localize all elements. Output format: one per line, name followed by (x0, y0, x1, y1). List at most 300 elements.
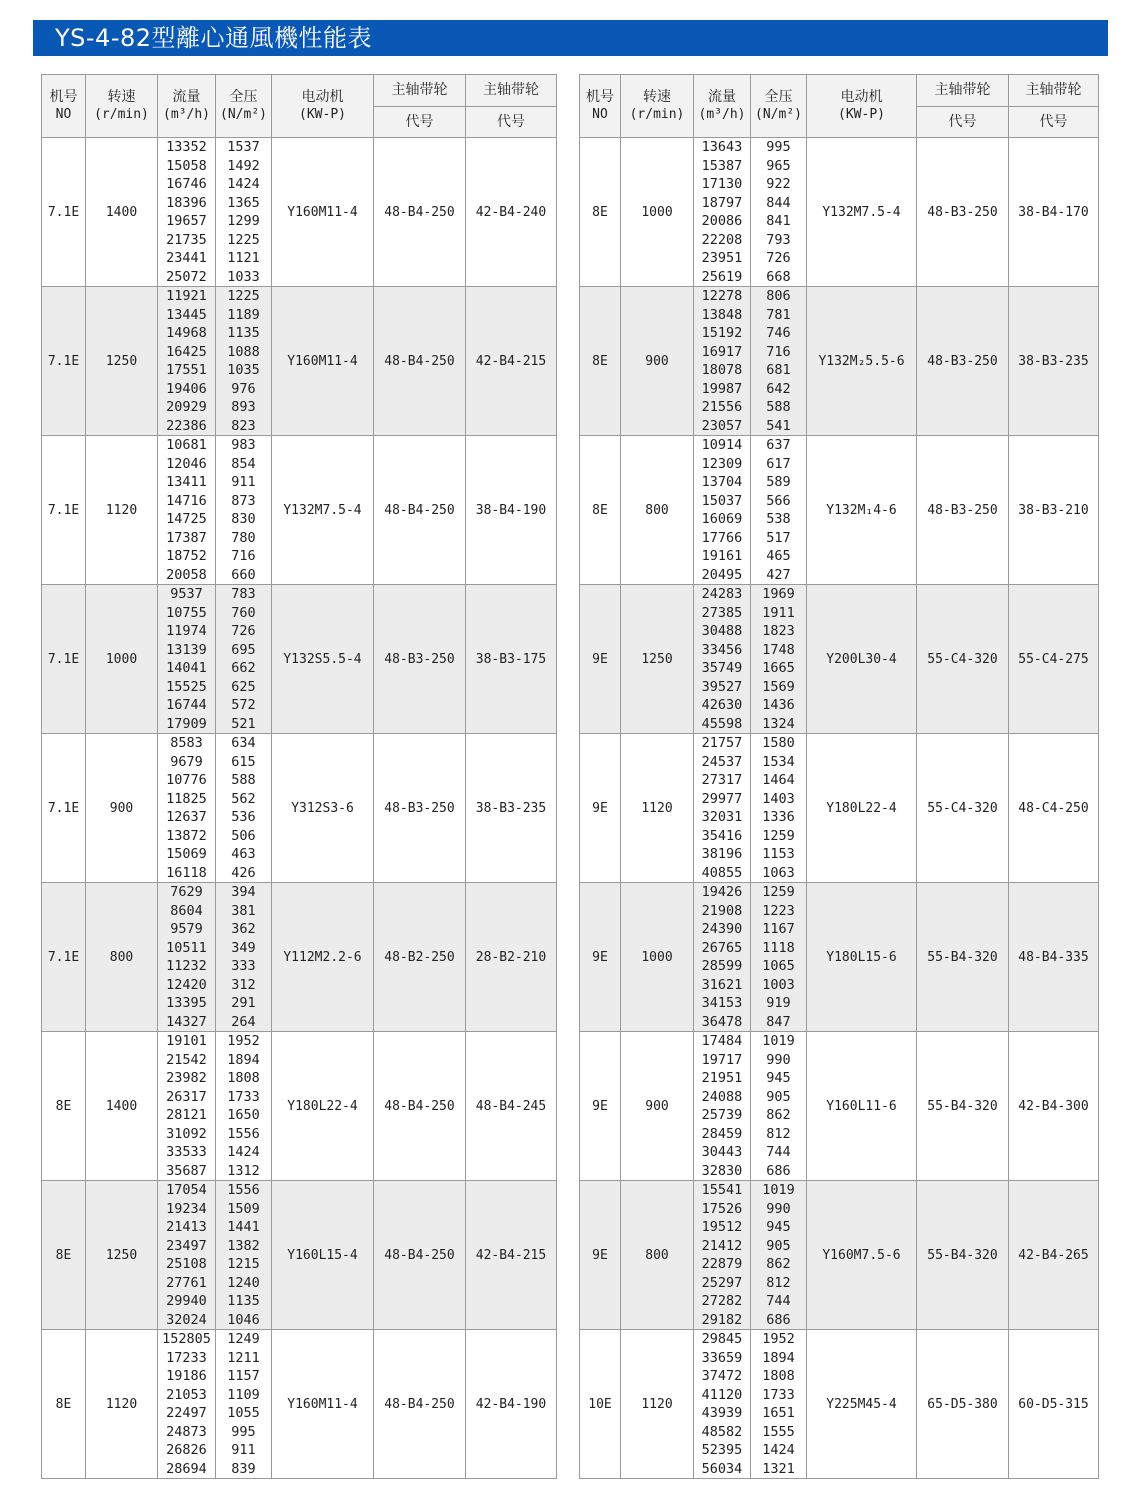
table-row (42, 1032, 557, 1181)
pressure-value: 589 (766, 474, 791, 490)
motor-cell: Y180L15-6 (807, 883, 917, 1032)
flow-value: 13352 (166, 139, 207, 155)
header-pressure: 全压 (N/m²) (751, 75, 807, 138)
fan-no-cell: 9E (580, 1181, 621, 1330)
pulley1-code-cell: 48-B4-250 (374, 287, 466, 436)
flow-value: 15541 (701, 1182, 743, 1198)
pulley2-code-cell: 42-B4-300 (1009, 1032, 1099, 1181)
pulley2-code-cell: 42-B4-240 (466, 138, 557, 287)
pressure-value: 746 (766, 325, 791, 341)
pulley1-code-cell: 55-C4-320 (917, 585, 1009, 734)
fan-no-cell: 7.1E (42, 585, 86, 734)
pressure-value: 726 (231, 623, 256, 639)
header-pulley2: 主轴带轮 (1009, 75, 1099, 107)
pressure-value: 1225 (227, 288, 260, 304)
pressure-value: 1464 (762, 772, 795, 788)
pulley2-code-cell: 38-B3-175 (466, 585, 557, 734)
pressure-value: 716 (766, 343, 791, 360)
pulley2-code-cell: 60-D5-315 (1009, 1330, 1099, 1479)
flow-value: 14968 (166, 325, 207, 341)
flow-value: 12278 (701, 288, 743, 304)
table-row (580, 883, 1099, 1032)
flow-value: 21908 (701, 902, 743, 919)
header-pulley1: 主轴带轮 (374, 75, 466, 107)
pressure-value: 312 (231, 976, 256, 993)
flow-value: 12046 (166, 455, 207, 472)
pressure-value: 1324 (762, 715, 795, 732)
pressure-value: 847 (766, 1013, 791, 1030)
pressure-value: 1215 (227, 1256, 260, 1272)
pressure-value: 1823 (762, 623, 795, 639)
fan-no-cell: 8E (42, 1330, 86, 1479)
flow-value: 18396 (166, 194, 207, 211)
pressure-value: 541 (766, 417, 791, 434)
pressure-value: 333 (231, 958, 256, 974)
motor-cell: Y200L30-4 (807, 585, 917, 734)
pulley2-code-cell: 42-B4-190 (466, 1330, 557, 1479)
flow-value: 152805 (162, 1331, 211, 1347)
speed-cell: 900 (86, 734, 158, 883)
flow-cell (158, 138, 216, 287)
pressure-value: 945 (766, 1070, 791, 1086)
pressure-value: 1225 (227, 231, 260, 248)
flow-value: 19426 (701, 884, 743, 900)
pressure-value: 1223 (762, 902, 795, 919)
pressure-value: 945 (766, 1219, 791, 1235)
flow-cell (694, 883, 751, 1032)
flow-cell (158, 1032, 216, 1181)
pressure-value: 1019 (762, 1033, 795, 1049)
table-row (580, 585, 1099, 734)
pressure-value: 1534 (762, 753, 795, 770)
flow-value: 17551 (166, 362, 207, 378)
pressure-cell (216, 287, 272, 436)
pressure-cell (216, 1181, 272, 1330)
pressure-value: 1046 (227, 1311, 260, 1328)
fan-no-cell: 7.1E (42, 138, 86, 287)
flow-value: 19657 (166, 213, 207, 229)
fan-no-cell: 9E (580, 883, 621, 1032)
pressure-value: 823 (231, 417, 256, 434)
flow-value: 20086 (701, 213, 743, 229)
pressure-value: 517 (766, 529, 791, 546)
flow-value: 24088 (701, 1088, 743, 1105)
speed-cell: 800 (86, 883, 158, 1032)
pressure-value: 1808 (762, 1368, 795, 1384)
flow-value: 42630 (701, 697, 743, 713)
page-title: YS-4-82型離心通風機性能表 (33, 20, 1108, 56)
pressure-value: 830 (231, 511, 256, 527)
pressure-value: 1321 (762, 1460, 795, 1477)
flow-value: 22208 (701, 231, 743, 248)
flow-value: 12637 (166, 809, 207, 825)
pulley1-code-cell: 55-B4-320 (917, 1181, 1009, 1330)
flow-value: 33659 (701, 1349, 743, 1366)
table-right (579, 74, 1099, 1479)
pressure-value: 806 (766, 288, 791, 304)
fan-no-cell: 7.1E (42, 287, 86, 436)
fan-no-cell: 9E (580, 585, 621, 734)
pressure-value: 566 (766, 492, 791, 509)
pressure-value: 922 (766, 176, 791, 192)
header-pulley1: 主轴带轮 (917, 75, 1009, 107)
pressure-value: 812 (766, 1274, 791, 1291)
flow-value: 15069 (166, 846, 207, 862)
flow-value: 26826 (166, 1442, 207, 1458)
flow-value: 10681 (166, 437, 207, 453)
pressure-value: 521 (231, 715, 256, 732)
flow-value: 17484 (701, 1033, 743, 1049)
pulley1-code-cell: 65-D5-380 (917, 1330, 1009, 1479)
pressure-value: 854 (231, 455, 256, 472)
pressure-value: 873 (231, 492, 256, 509)
flow-value: 11921 (166, 288, 207, 304)
pressure-value: 1299 (227, 213, 260, 229)
table-row (580, 1330, 1099, 1479)
flow-value: 11232 (166, 958, 207, 974)
motor-cell: Y160L11-6 (807, 1032, 917, 1181)
pressure-value: 1733 (227, 1088, 260, 1105)
pulley2-code-cell: 48-C4-250 (1009, 734, 1099, 883)
pressure-value: 463 (231, 846, 256, 862)
speed-cell: 1120 (86, 436, 158, 585)
flow-value: 21735 (166, 231, 207, 248)
pressure-value: 1436 (762, 697, 795, 713)
pressure-value: 1509 (227, 1200, 260, 1217)
flow-value: 16746 (166, 176, 207, 192)
flow-value: 25297 (701, 1274, 743, 1291)
pressure-cell (751, 1330, 807, 1479)
flow-value: 17387 (166, 529, 207, 546)
pressure-value: 617 (766, 455, 791, 472)
motor-cell: Y132M7.5-4 (272, 436, 374, 585)
pressure-value: 588 (766, 399, 791, 415)
motor-cell: Y132S5.5-4 (272, 585, 374, 734)
flow-cell (694, 287, 751, 436)
pressure-value: 1424 (227, 1144, 260, 1160)
pulley1-code-cell: 48-B3-250 (917, 138, 1009, 287)
flow-value: 27282 (701, 1293, 743, 1309)
flow-value: 25072 (166, 268, 207, 285)
pressure-value: 637 (766, 437, 791, 453)
flow-value: 18078 (701, 362, 743, 378)
flow-value: 13643 (701, 139, 743, 155)
pressure-value: 536 (231, 809, 256, 825)
pressure-cell (751, 436, 807, 585)
flow-value: 29845 (701, 1331, 743, 1347)
pressure-value: 264 (231, 1013, 256, 1030)
pressure-value: 572 (231, 697, 256, 713)
pressure-value: 780 (231, 529, 256, 546)
fan-no-cell: 8E (580, 287, 621, 436)
pulley2-code-cell: 55-C4-275 (1009, 585, 1099, 734)
flow-value: 14041 (166, 660, 207, 676)
pulley2-code-cell: 28-B2-210 (466, 883, 557, 1032)
flow-value: 39527 (701, 678, 743, 695)
flow-value: 29182 (701, 1311, 743, 1328)
table-row (580, 287, 1099, 436)
pressure-value: 1969 (762, 586, 795, 602)
header-pulley2-code: 代号 (1009, 107, 1099, 138)
fan-no-cell: 9E (580, 734, 621, 883)
flow-value: 43939 (701, 1405, 743, 1421)
flow-value: 13704 (701, 474, 743, 490)
flow-value: 23982 (166, 1070, 207, 1086)
pressure-value: 793 (766, 231, 791, 248)
pressure-cell (216, 883, 272, 1032)
flow-value: 14725 (166, 511, 207, 527)
pressure-value: 1167 (762, 921, 795, 937)
pressure-value: 905 (766, 1088, 791, 1105)
pulley1-code-cell: 48-B2-250 (374, 883, 466, 1032)
pressure-value: 1424 (762, 1442, 795, 1458)
pressure-value: 1249 (227, 1331, 260, 1347)
table-left (41, 74, 557, 1479)
pressure-value: 844 (766, 194, 791, 211)
pressure-value: 1537 (227, 139, 260, 155)
flow-cell (694, 585, 751, 734)
pulley1-code-cell: 48-B4-250 (374, 1330, 466, 1479)
pressure-value: 781 (766, 306, 791, 323)
flow-value: 9679 (170, 753, 203, 770)
pressure-cell (216, 436, 272, 585)
header-pulley1-code: 代号 (917, 107, 1009, 138)
flow-value: 19161 (701, 548, 743, 564)
header-pulley2: 主轴带轮 (466, 75, 557, 107)
pressure-value: 1336 (762, 809, 795, 825)
flow-value: 16425 (166, 343, 207, 360)
flow-value: 52395 (701, 1442, 743, 1458)
flow-value: 23951 (701, 250, 743, 266)
flow-value: 14327 (166, 1013, 207, 1030)
flow-cell (694, 1181, 751, 1330)
pressure-value: 1556 (227, 1125, 260, 1142)
pressure-value: 465 (766, 548, 791, 564)
pressure-value: 1189 (227, 306, 260, 323)
pressure-value: 744 (766, 1144, 791, 1160)
flow-value: 26317 (166, 1088, 207, 1105)
flow-value: 15058 (166, 157, 207, 174)
pulley1-code-cell: 48-B4-250 (374, 1181, 466, 1330)
pulley2-code-cell: 42-B4-215 (466, 287, 557, 436)
pressure-value: 1382 (227, 1237, 260, 1254)
speed-cell: 1400 (86, 138, 158, 287)
flow-value: 15192 (701, 325, 743, 341)
flow-value: 24283 (701, 586, 743, 602)
flow-value: 9579 (170, 921, 203, 937)
pulley1-code-cell: 48-B3-250 (374, 585, 466, 734)
pressure-cell (751, 585, 807, 734)
pressure-value: 681 (766, 362, 791, 378)
flow-value: 21053 (166, 1386, 207, 1403)
pulley2-code-cell: 42-B4-265 (1009, 1181, 1099, 1330)
motor-cell: Y160L15-4 (272, 1181, 374, 1330)
flow-value: 30488 (701, 623, 743, 639)
flow-value: 36478 (701, 1013, 743, 1030)
flow-value: 13139 (166, 641, 207, 658)
pressure-value: 349 (231, 939, 256, 956)
table-row (42, 287, 557, 436)
pressure-value: 841 (766, 213, 791, 229)
pressure-value: 1952 (227, 1033, 260, 1049)
flow-value: 31621 (701, 976, 743, 993)
flow-value: 33456 (701, 641, 743, 658)
pressure-value: 1580 (762, 735, 795, 751)
pulley1-code-cell: 48-B4-250 (374, 1032, 466, 1181)
pressure-value: 726 (766, 250, 791, 266)
speed-cell: 1120 (621, 1330, 694, 1479)
speed-cell: 1120 (86, 1330, 158, 1479)
table-row (580, 1032, 1099, 1181)
flow-value: 24537 (701, 753, 743, 770)
flow-value: 16118 (166, 864, 207, 881)
pressure-value: 760 (231, 604, 256, 621)
flow-value: 21412 (701, 1237, 743, 1254)
fan-no-cell: 9E (580, 1032, 621, 1181)
pressure-value: 1240 (227, 1274, 260, 1291)
flow-cell (694, 1032, 751, 1181)
pressure-value: 1019 (762, 1182, 795, 1198)
pressure-value: 1157 (227, 1368, 260, 1384)
flow-cell (158, 1181, 216, 1330)
flow-value: 28121 (166, 1107, 207, 1123)
fan-no-cell: 8E (580, 138, 621, 287)
flow-value: 10511 (166, 939, 207, 956)
pressure-value: 1894 (227, 1051, 260, 1068)
flow-cell (158, 1330, 216, 1479)
flow-value: 16917 (701, 343, 743, 360)
pressure-value: 1569 (762, 678, 795, 695)
pulley1-code-cell: 48-B4-250 (374, 138, 466, 287)
flow-value: 21556 (701, 399, 743, 415)
motor-cell: Y312S3-6 (272, 734, 374, 883)
flow-value: 10776 (166, 772, 207, 788)
speed-cell: 800 (621, 436, 694, 585)
flow-value: 23441 (166, 250, 207, 266)
flow-value: 32830 (701, 1162, 743, 1179)
flow-cell (158, 883, 216, 1032)
pulley1-code-cell: 48-B3-250 (917, 287, 1009, 436)
pressure-value: 1259 (762, 827, 795, 844)
table-row (42, 585, 557, 734)
pressure-cell (751, 1181, 807, 1330)
flow-value: 15525 (166, 678, 207, 695)
pressure-cell (751, 287, 807, 436)
motor-cell: Y132M₁4-6 (807, 436, 917, 585)
motor-cell: Y180L22-4 (272, 1032, 374, 1181)
table-row (42, 883, 557, 1032)
speed-cell: 1250 (621, 585, 694, 734)
header-pulley2-code: 代号 (466, 107, 557, 138)
flow-value: 27385 (701, 604, 743, 621)
performance-table-right (579, 74, 1099, 1479)
pressure-value: 1065 (762, 958, 795, 974)
flow-value: 19234 (166, 1200, 207, 1217)
pulley2-code-cell: 38-B4-170 (1009, 138, 1099, 287)
flow-cell (158, 287, 216, 436)
header-flow: 流量 (m³/h) (158, 75, 216, 138)
flow-value: 19406 (166, 380, 207, 397)
flow-value: 25739 (701, 1107, 743, 1123)
pressure-value: 642 (766, 380, 791, 397)
header-speed: 转速 (r/min) (86, 75, 158, 138)
pressure-value: 1259 (762, 884, 795, 900)
pulley1-code-cell: 55-B4-320 (917, 883, 1009, 1032)
flow-value: 23057 (701, 417, 743, 434)
pulley1-code-cell: 55-C4-320 (917, 734, 1009, 883)
pulley2-code-cell: 38-B4-190 (466, 436, 557, 585)
pressure-value: 1894 (762, 1349, 795, 1366)
flow-value: 13848 (701, 306, 743, 323)
pressure-value: 1109 (227, 1386, 260, 1403)
pressure-value: 919 (766, 995, 791, 1011)
flow-value: 32031 (701, 809, 743, 825)
pulley2-code-cell: 48-B4-245 (466, 1032, 557, 1181)
speed-cell: 1000 (86, 585, 158, 734)
pressure-value: 995 (766, 139, 791, 155)
speed-cell: 1120 (621, 734, 694, 883)
flow-value: 19512 (701, 1219, 743, 1235)
motor-cell: Y160M7.5-6 (807, 1181, 917, 1330)
table-body-right (580, 138, 1099, 1479)
pressure-value: 1088 (227, 343, 260, 360)
fan-no-cell: 7.1E (42, 734, 86, 883)
flow-value: 25108 (166, 1256, 207, 1272)
flow-cell (158, 585, 216, 734)
pressure-value: 1665 (762, 660, 795, 676)
pressure-value: 1441 (227, 1219, 260, 1235)
pressure-value: 1312 (227, 1162, 260, 1179)
table-row (580, 138, 1099, 287)
pressure-value: 1135 (227, 325, 260, 341)
performance-table-left (41, 74, 557, 1479)
pulley2-code-cell: 38-B3-235 (1009, 287, 1099, 436)
speed-cell: 1400 (86, 1032, 158, 1181)
pressure-value: 1118 (762, 939, 795, 956)
flow-value: 14716 (166, 492, 207, 509)
flow-value: 40855 (701, 864, 743, 881)
pressure-value: 744 (766, 1293, 791, 1309)
pressure-value: 695 (231, 641, 256, 658)
speed-cell: 1000 (621, 138, 694, 287)
flow-value: 10755 (166, 604, 207, 621)
flow-cell (694, 1330, 751, 1479)
pressure-cell (216, 1330, 272, 1479)
flow-value: 35687 (166, 1162, 207, 1179)
pressure-value: 394 (231, 884, 256, 900)
flow-value: 33533 (166, 1144, 207, 1160)
pressure-value: 1651 (762, 1405, 795, 1421)
pressure-value: 1492 (227, 157, 260, 174)
pressure-value: 1911 (762, 604, 795, 621)
pressure-value: 588 (231, 772, 256, 788)
flow-value: 8583 (170, 735, 203, 751)
speed-cell: 1250 (86, 287, 158, 436)
pressure-value: 1055 (227, 1405, 260, 1421)
pressure-value: 990 (766, 1200, 791, 1217)
pressure-value: 291 (231, 995, 256, 1011)
table-row (580, 734, 1099, 883)
flow-value: 17909 (166, 715, 207, 732)
pressure-value: 615 (231, 753, 256, 770)
pulley2-code-cell: 38-B3-235 (466, 734, 557, 883)
pulley1-code-cell: 48-B3-250 (374, 734, 466, 883)
pressure-value: 911 (231, 1442, 256, 1458)
flow-value: 19101 (166, 1033, 207, 1049)
flow-value: 41120 (701, 1386, 743, 1403)
flow-cell (158, 436, 216, 585)
flow-value: 19987 (701, 380, 743, 397)
